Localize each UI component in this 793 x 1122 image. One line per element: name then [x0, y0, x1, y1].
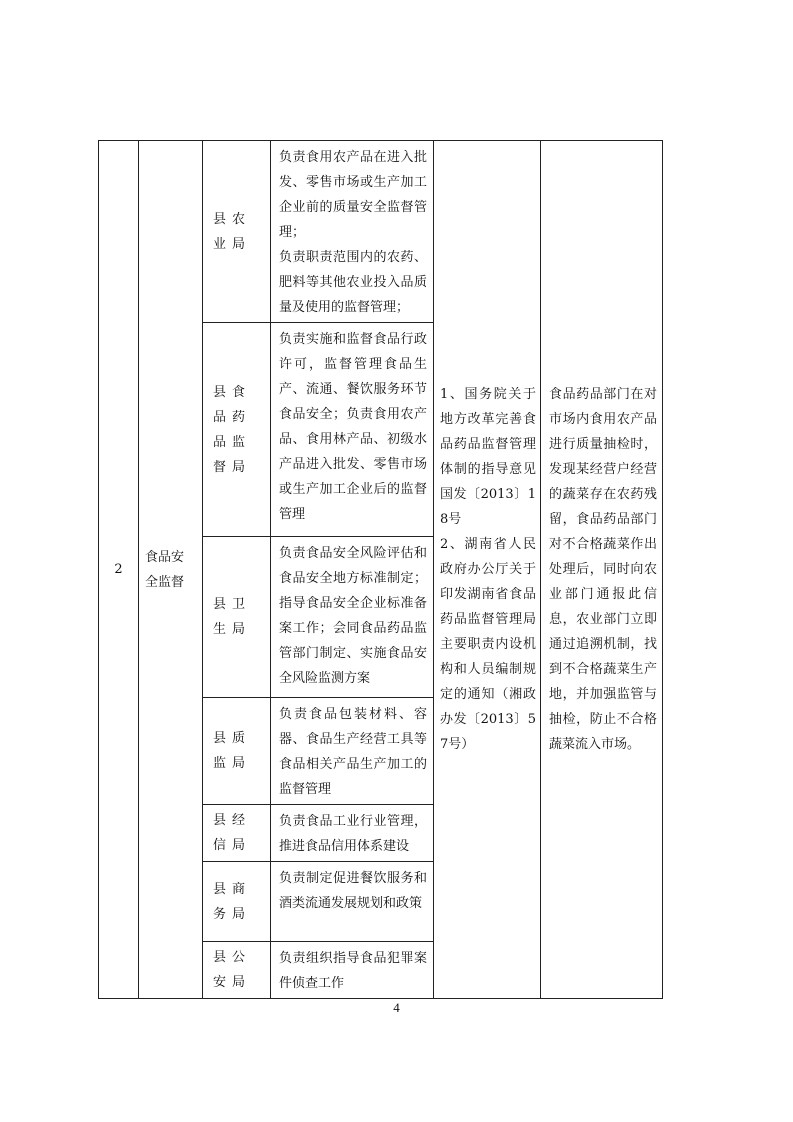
department-duties-cell: 负责食品安全风险评估和食品安全地方标准制定；指导食品安全企业标准备案工作；会同食品药品监管部门制定、实施食品安全风险监测方案 — [271, 537, 434, 698]
department-name-cell: 县食品药品监督局 — [203, 323, 271, 537]
case-example-cell: 食品药品部门在对市场内食用农产品进行质量抽检时，发现某经营户经营的蔬菜存在农药残留，食品药品部门对不合格蔬菜作出处理后，同时向农业部门通报此信息，农业部门立即通过追溯机制，找到不合格蔬菜生产地，并加强监管与抽检，防止不合格蔬菜流入市场。 — [541, 141, 663, 999]
responsibility-table — [98, 140, 663, 999]
department-name-cell: 县卫生局 — [203, 537, 271, 698]
department-duties-cell: 负责实施和监督食品行政许可，监督管理食品生产、流通、餐饮服务环节食品安全；负责食用农产品、食用林产品、初级水产品进入批发、零售市场或生产加工企业后的监督管理 — [271, 323, 434, 537]
page-number: 4 — [393, 1000, 400, 1015]
policy-basis-cell: 1、国务院关于地方改革完善食品药品监督管理体制的指导意见 国发〔2013〕18号 2、湖南省人民政府办公厅关于印发湖南省食品药品监督管理局主要职责内设机构和人员编制规定的通知（湘政办发〔2013〕57号） — [434, 141, 541, 999]
department-name-cell: 县公安局 — [203, 942, 271, 999]
department-name-cell: 县商务局 — [203, 862, 271, 942]
row-number-cell: 2 — [99, 141, 139, 999]
department-duties-cell: 负责食品工业行业管理，推进食品信用体系建设 — [271, 805, 434, 862]
department-name-cell: 县农业局 — [203, 141, 271, 323]
department-name-cell: 县经信局 — [203, 805, 271, 862]
department-duties-cell: 负责食用农产品在进入批发、零售市场或生产加工企业前的质量安全监督管理； 负责职责范围内的农药、肥料等其他农业投入品质量及使用的监督管理； — [271, 141, 434, 323]
department-duties-cell: 负责制定促进餐饮服务和酒类流通发展规划和政策 — [271, 862, 434, 942]
department-name-cell: 县质监局 — [203, 698, 271, 805]
department-duties-cell: 负责组织指导食品犯罪案件侦查工作 — [271, 942, 434, 999]
supervision-item-cell: 食品安全监督 — [139, 141, 203, 999]
department-duties-cell: 负责食品包装材料、容器、食品生产经营工具等食品相关产品生产加工的监督管理 — [271, 698, 434, 805]
